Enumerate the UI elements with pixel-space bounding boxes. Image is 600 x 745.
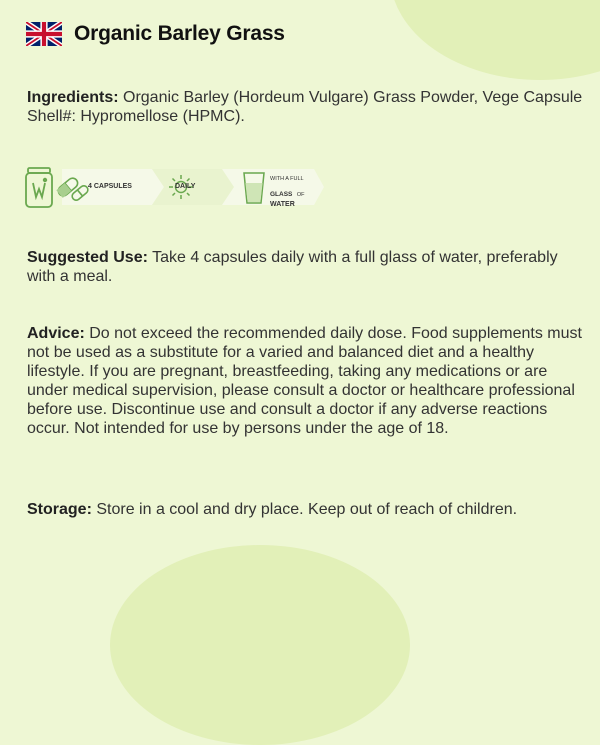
step3-text: [270, 176, 305, 208]
step3-middle: GLASS: [270, 190, 293, 198]
page-title: Organic Barley Grass: [74, 22, 285, 45]
step2-label: DAILY: [175, 183, 196, 190]
ingredients-label: Ingredients:: [27, 89, 119, 106]
decorative-blob-top: [390, 0, 600, 80]
step1-label: 4 CAPSULES: [88, 183, 132, 190]
step3-prefix: WITH A FULL: [270, 176, 304, 182]
advice-text: Do not exceed the recommended daily dose. Food supplements must not be used as a substitute for a varied and balanced diet and a healthy lifestyle. If you are pregnant, breastfeeding, taking any medications or are under medical supervision, please consult a doctor or healthcare professional before use. Discontinue use and consult a doctor if any adverse reactions occur. Not intended for use by persons under the age of 18.: [27, 325, 582, 437]
ingredients-section: [27, 88, 587, 126]
advice-label: Advice:: [27, 325, 85, 342]
storage-text: Store in a cool and dry place. Keep out of reach of children.: [91, 501, 518, 518]
supplement-jar-icon: [26, 168, 52, 207]
uk-flag-icon: [26, 22, 62, 46]
advice-section: [27, 324, 587, 438]
ingredients-text: Organic Barley (Hordeum Vulgare) Grass Powder, Vege Capsule Shell#: Hypromellose (HPMC).: [27, 89, 583, 125]
storage-section: [27, 500, 587, 519]
page-header: [26, 22, 285, 46]
step3-of: OF: [296, 191, 305, 198]
step3-suffix: WATER: [270, 200, 295, 208]
storage-label: Storage:: [27, 501, 92, 518]
suggested-use-section: [27, 248, 587, 286]
suggested-use-text: Take 4 capsules daily with a full glass of water, preferably with a meal.: [27, 249, 558, 285]
suggested-use-label: Suggested Use:: [27, 249, 148, 266]
dosage-strip: [24, 163, 324, 211]
decorative-blob-bottom: [110, 545, 410, 745]
